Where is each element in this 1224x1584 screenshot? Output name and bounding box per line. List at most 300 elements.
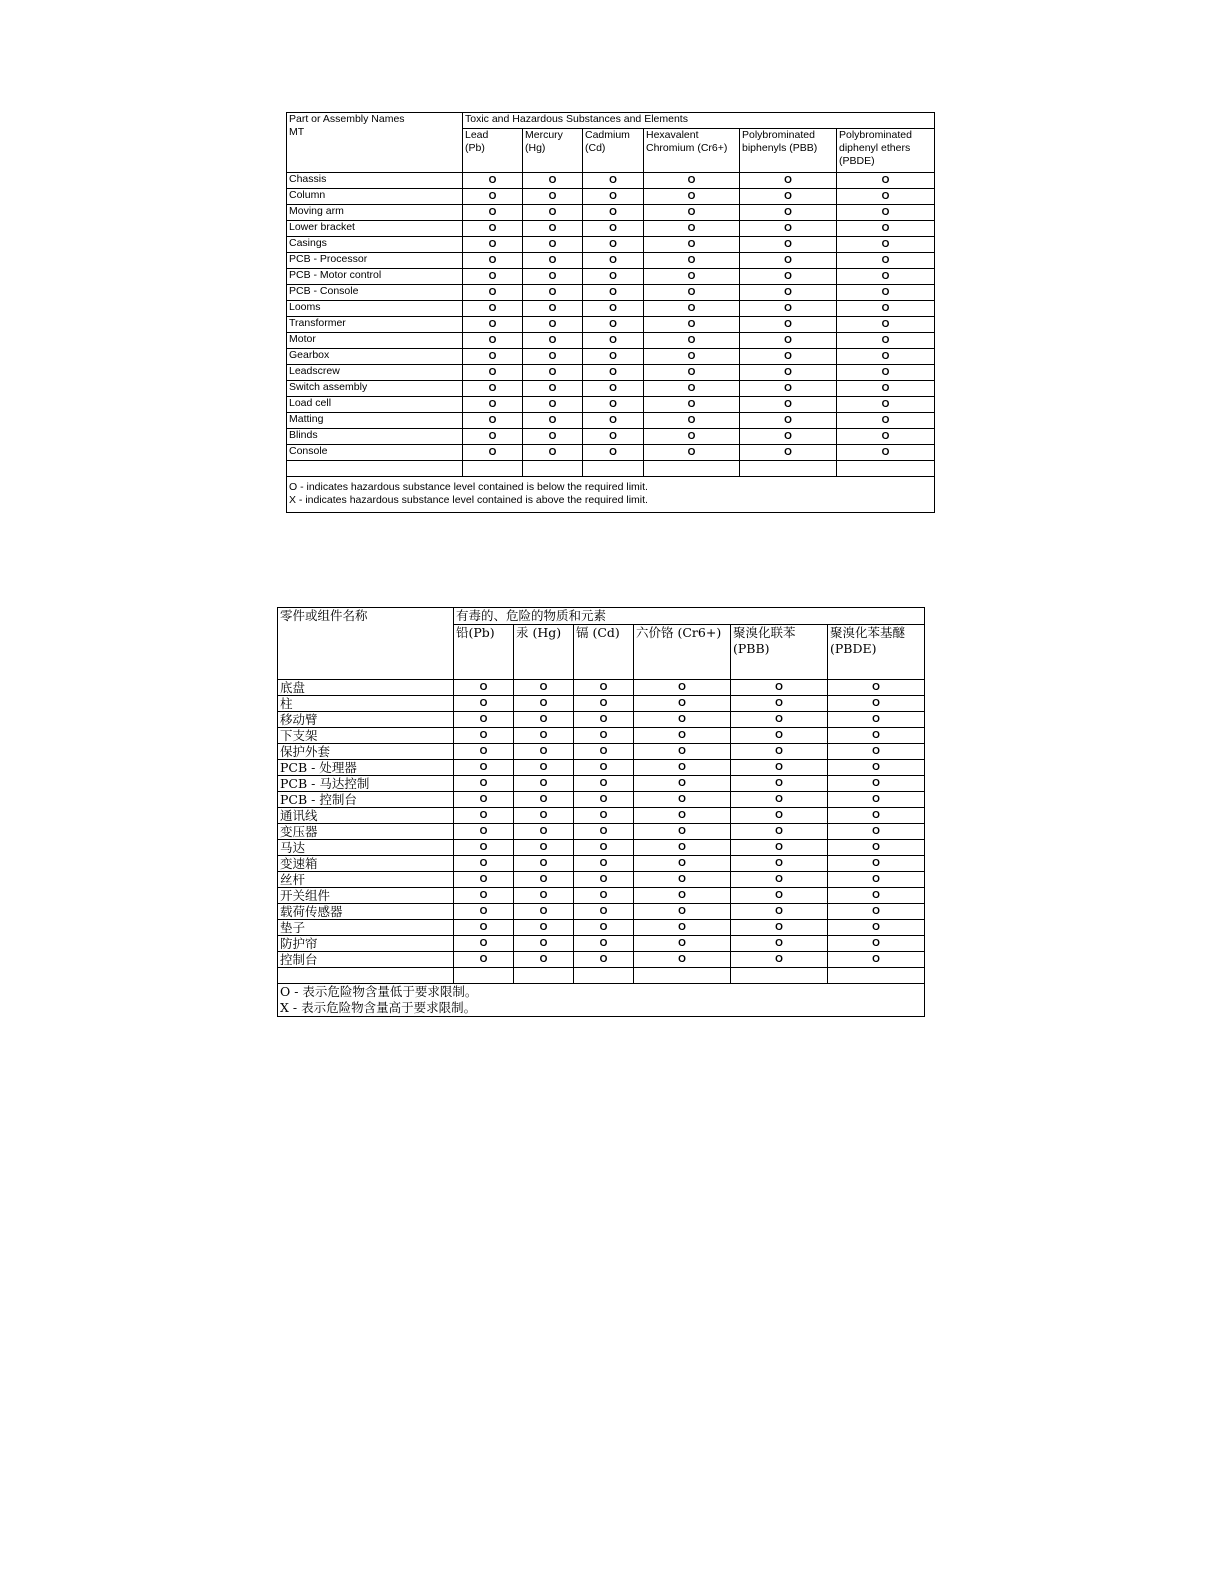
substance-mark-cell: O [828, 856, 925, 872]
substance-mark-cell: O [514, 744, 574, 760]
substance-mark-cell: O [523, 253, 583, 269]
substance-mark-cell: O [574, 824, 634, 840]
substance-mark-cell: O [828, 936, 925, 952]
substance-mark-cell: O [454, 904, 514, 920]
substance-mark-cell: O [454, 792, 514, 808]
substance-mark-cell: O [523, 445, 583, 461]
substance-mark-cell: O [514, 840, 574, 856]
substance-mark-cell: O [454, 952, 514, 968]
substance-mark-cell: O [828, 920, 925, 936]
part-name-cell: PCB - Console [287, 285, 463, 301]
substance-mark-cell: O [828, 888, 925, 904]
substance-mark-cell: O [583, 189, 644, 205]
part-name-cell: 下支架 [278, 728, 454, 744]
substance-mark-cell: O [644, 381, 740, 397]
table-row [287, 253, 935, 269]
substance-mark-cell: O [523, 285, 583, 301]
substance-mark-cell: O [583, 381, 644, 397]
substance-mark-cell: O [731, 696, 828, 712]
part-name-cell: Gearbox [287, 349, 463, 365]
substance-mark-cell: O [463, 269, 523, 285]
substance-mark-cell: O [731, 920, 828, 936]
substance-mark-cell: O [634, 840, 731, 856]
substance-mark-cell: O [740, 205, 837, 221]
substance-mark-cell: O [837, 349, 935, 365]
substance-mark-cell: O [634, 824, 731, 840]
table-row [278, 824, 925, 840]
blank-cell [514, 968, 574, 984]
substance-mark-cell: O [828, 824, 925, 840]
substance-mark-cell: O [574, 904, 634, 920]
substance-mark-cell: O [574, 728, 634, 744]
substance-mark-cell: O [828, 840, 925, 856]
substance-mark-cell: O [583, 221, 644, 237]
substance-mark-cell: O [583, 253, 644, 269]
substance-mark-cell: O [828, 872, 925, 888]
substance-header-line: 铅(Pb) [456, 625, 495, 640]
substance-mark-cell: O [740, 301, 837, 317]
substance-header-line: (PBB) [733, 641, 770, 656]
blank-cell [731, 968, 828, 984]
substance-header [644, 129, 740, 173]
table-row [287, 189, 935, 205]
blank-cell [463, 461, 523, 477]
substance-mark-cell: O [514, 712, 574, 728]
substance-mark-cell: O [828, 728, 925, 744]
substance-mark-cell: O [574, 808, 634, 824]
substance-mark-cell: O [523, 189, 583, 205]
substance-mark-cell: O [523, 381, 583, 397]
substance-mark-cell: O [644, 285, 740, 301]
table-row [287, 173, 935, 189]
substance-header [454, 625, 514, 680]
substance-mark-cell: O [828, 712, 925, 728]
substance-header [731, 625, 828, 680]
substance-mark-cell: O [514, 888, 574, 904]
substance-header-line: (PBDE) [830, 641, 877, 656]
part-name-cell: PCB - Motor control [287, 269, 463, 285]
table-row [287, 381, 935, 397]
substance-mark-cell: O [644, 269, 740, 285]
substance-mark-cell: O [634, 728, 731, 744]
substance-mark-cell: O [514, 696, 574, 712]
part-name-cell: Matting [287, 413, 463, 429]
substance-mark-cell: O [514, 824, 574, 840]
substance-mark-cell: O [731, 680, 828, 696]
substance-header-line: diphenyl ethers [839, 142, 911, 154]
substance-header-line: Hexavalent [646, 129, 699, 141]
substance-mark-cell: O [731, 952, 828, 968]
substance-mark-cell: O [574, 952, 634, 968]
header-row [278, 608, 925, 625]
substance-header [463, 129, 523, 173]
substance-mark-cell: O [837, 285, 935, 301]
table-row [287, 301, 935, 317]
substance-header-line: Polybrominated [839, 129, 912, 141]
substance-mark-cell: O [514, 760, 574, 776]
substance-mark-cell: O [740, 253, 837, 269]
blank-cell [837, 461, 935, 477]
substance-mark-cell: O [740, 189, 837, 205]
substance-mark-cell: O [837, 413, 935, 429]
substance-mark-cell: O [644, 173, 740, 189]
substance-mark-cell: O [514, 872, 574, 888]
part-name-cell: Moving arm [287, 205, 463, 221]
substance-mark-cell: O [523, 269, 583, 285]
substance-mark-cell: O [740, 285, 837, 301]
substance-mark-cell: O [644, 413, 740, 429]
substance-mark-cell: O [454, 824, 514, 840]
substance-header-line: (Cd) [585, 142, 606, 154]
substance-mark-cell: O [634, 712, 731, 728]
table-row [278, 856, 925, 872]
substance-mark-cell: O [454, 744, 514, 760]
substance-mark-cell: O [463, 381, 523, 397]
substance-mark-cell: O [644, 221, 740, 237]
part-name-cell: 开关组件 [278, 888, 454, 904]
substance-mark-cell: O [454, 920, 514, 936]
table-row [278, 728, 925, 744]
substance-header-line: (PBDE) [839, 155, 875, 167]
substance-mark-cell: O [837, 333, 935, 349]
substance-mark-cell: O [837, 397, 935, 413]
blank-cell [634, 968, 731, 984]
part-name-cell: Transformer [287, 317, 463, 333]
substance-mark-cell: O [463, 413, 523, 429]
substance-mark-cell: O [837, 205, 935, 221]
table-row [278, 952, 925, 968]
substance-mark-cell: O [454, 856, 514, 872]
substance-mark-cell: O [731, 728, 828, 744]
blank-cell [828, 968, 925, 984]
substance-mark-cell: O [634, 888, 731, 904]
part-name-cell: 垫子 [278, 920, 454, 936]
substance-mark-cell: O [574, 696, 634, 712]
table-row [278, 696, 925, 712]
substance-mark-cell: O [828, 808, 925, 824]
substance-header [740, 129, 837, 173]
substance-mark-cell: O [583, 445, 644, 461]
substance-mark-cell: O [828, 904, 925, 920]
part-name-header: Part or Assembly Names MT [287, 113, 463, 173]
table-row [278, 680, 925, 696]
substance-mark-cell: O [463, 317, 523, 333]
substance-mark-cell: O [514, 856, 574, 872]
substance-mark-cell: O [583, 301, 644, 317]
substance-mark-cell: O [583, 397, 644, 413]
substance-mark-cell: O [454, 872, 514, 888]
substance-header-line: (Pb) [465, 142, 485, 154]
substance-mark-cell: O [463, 189, 523, 205]
substance-mark-cell: O [574, 920, 634, 936]
substance-header-line: 聚溴化联苯 [733, 625, 796, 640]
substance-mark-cell: O [731, 792, 828, 808]
table-row [278, 712, 925, 728]
substance-mark-cell: O [454, 840, 514, 856]
table-row [278, 792, 925, 808]
substance-header [574, 625, 634, 680]
substance-mark-cell: O [644, 205, 740, 221]
substance-header [523, 129, 583, 173]
substance-mark-cell: O [740, 269, 837, 285]
table-row [278, 744, 925, 760]
substance-mark-cell: O [583, 317, 644, 333]
substance-mark-cell: O [837, 269, 935, 285]
part-name-cell: Blinds [287, 429, 463, 445]
substance-mark-cell: O [574, 872, 634, 888]
substance-mark-cell: O [463, 285, 523, 301]
table-row [278, 920, 925, 936]
substance-mark-cell: O [463, 205, 523, 221]
substance-header-line: Polybrominated [742, 129, 815, 141]
table-row [287, 413, 935, 429]
substance-mark-cell: O [454, 936, 514, 952]
substance-header [837, 129, 935, 173]
blank-cell [454, 968, 514, 984]
substance-mark-cell: O [731, 824, 828, 840]
substance-header-line: (Hg) [525, 142, 546, 154]
substance-mark-cell: O [523, 429, 583, 445]
substance-mark-cell: O [644, 365, 740, 381]
blank-cell [287, 461, 463, 477]
substance-mark-cell: O [514, 792, 574, 808]
table-row [287, 237, 935, 253]
substance-mark-cell: O [740, 237, 837, 253]
substance-mark-cell: O [740, 381, 837, 397]
substance-mark-cell: O [828, 792, 925, 808]
part-name-cell: 防护帘 [278, 936, 454, 952]
blank-row [278, 968, 925, 984]
part-name-cell: Casings [287, 237, 463, 253]
part-name-cell: PCB - Processor [287, 253, 463, 269]
part-name-cell: Column [287, 189, 463, 205]
substance-mark-cell: O [644, 333, 740, 349]
substance-mark-cell: O [644, 397, 740, 413]
blank-row [287, 461, 935, 477]
substance-mark-cell: O [828, 744, 925, 760]
substance-mark-cell: O [731, 712, 828, 728]
substance-mark-cell: O [454, 808, 514, 824]
substance-mark-cell: O [828, 696, 925, 712]
substance-mark-cell: O [523, 237, 583, 253]
substance-mark-cell: O [634, 920, 731, 936]
substance-mark-cell: O [634, 936, 731, 952]
part-name-cell: Chassis [287, 173, 463, 189]
blank-cell [278, 968, 454, 984]
substance-mark-cell: O [731, 872, 828, 888]
substance-mark-cell: O [574, 760, 634, 776]
substance-mark-cell: O [731, 744, 828, 760]
substance-mark-cell: O [463, 173, 523, 189]
substance-mark-cell: O [731, 904, 828, 920]
substance-mark-cell: O [731, 808, 828, 824]
part-name-cell: 丝杆 [278, 872, 454, 888]
table-row [287, 445, 935, 461]
substance-mark-cell: O [523, 301, 583, 317]
substance-mark-cell: O [740, 173, 837, 189]
substance-mark-cell: O [644, 349, 740, 365]
substance-header-line: Lead [465, 129, 489, 141]
substance-mark-cell: O [454, 680, 514, 696]
substance-mark-cell: O [644, 301, 740, 317]
part-name-cell: 保护外套 [278, 744, 454, 760]
substance-mark-cell: O [523, 221, 583, 237]
legend-note: O - 表示危险物含量低于要求限制。 [280, 984, 478, 999]
legend-note: X - 表示危险物含量高于要求限制。 [280, 1000, 477, 1015]
substance-mark-cell: O [583, 413, 644, 429]
substance-mark-cell: O [731, 936, 828, 952]
substance-mark-cell: O [740, 413, 837, 429]
substance-mark-cell: O [634, 696, 731, 712]
legend-note: X - indicates hazardous substance level contained is above the required limit. [289, 494, 648, 506]
substance-mark-cell: O [514, 728, 574, 744]
substance-mark-cell: O [463, 445, 523, 461]
substance-mark-cell: O [837, 173, 935, 189]
substance-header [634, 625, 731, 680]
table-row [278, 872, 925, 888]
substance-mark-cell: O [740, 365, 837, 381]
substance-mark-cell: O [837, 381, 935, 397]
part-name-cell: 移动臂 [278, 712, 454, 728]
table-row [287, 397, 935, 413]
substance-mark-cell: O [523, 205, 583, 221]
substance-mark-cell: O [731, 888, 828, 904]
part-name-cell: Load cell [287, 397, 463, 413]
substance-mark-cell: O [634, 760, 731, 776]
substance-mark-cell: O [523, 349, 583, 365]
substance-mark-cell: O [523, 365, 583, 381]
table-row [287, 317, 935, 333]
substance-mark-cell: O [731, 840, 828, 856]
substance-mark-cell: O [463, 221, 523, 237]
table-row [278, 936, 925, 952]
substance-mark-cell: O [837, 365, 935, 381]
part-name-cell: 马达 [278, 840, 454, 856]
substance-mark-cell: O [463, 365, 523, 381]
substance-mark-cell: O [740, 349, 837, 365]
table-row [287, 333, 935, 349]
table-row [278, 760, 925, 776]
substance-mark-cell: O [644, 189, 740, 205]
substance-mark-cell: O [740, 333, 837, 349]
substance-mark-cell: O [731, 760, 828, 776]
substance-mark-cell: O [837, 189, 935, 205]
table-row [287, 365, 935, 381]
substance-mark-cell: O [523, 173, 583, 189]
table-row [287, 349, 935, 365]
substance-mark-cell: O [574, 712, 634, 728]
table-row [287, 205, 935, 221]
substances-group-header: Toxic and Hazardous Substances and Elements [463, 113, 935, 129]
table-row [278, 776, 925, 792]
substances-group-header: 有毒的、危险的物质和元素 [454, 608, 925, 625]
substance-mark-cell: O [463, 349, 523, 365]
part-name-cell: Motor [287, 333, 463, 349]
blank-cell [574, 968, 634, 984]
blank-cell [523, 461, 583, 477]
table-row [278, 840, 925, 856]
part-name-cell: Console [287, 445, 463, 461]
substance-mark-cell: O [463, 237, 523, 253]
substance-header-line: 汞 (Hg) [516, 625, 562, 640]
substance-header-line: Mercury [525, 129, 563, 141]
substance-mark-cell: O [740, 317, 837, 333]
substance-mark-cell: O [644, 317, 740, 333]
substance-header-line: 六价铬 (Cr6+) [636, 625, 722, 640]
substance-mark-cell: O [583, 349, 644, 365]
header-row [287, 113, 935, 129]
part-name-cell: 通讯线 [278, 808, 454, 824]
substance-mark-cell: O [523, 317, 583, 333]
legend-note: O - indicates hazardous substance level contained is below the required limit. [289, 481, 648, 493]
part-name-cell: Leadscrew [287, 365, 463, 381]
substance-mark-cell: O [644, 237, 740, 253]
substance-mark-cell: O [837, 317, 935, 333]
substance-mark-cell: O [837, 253, 935, 269]
substance-mark-cell: O [634, 744, 731, 760]
hazardous-substances-table-zh [277, 607, 925, 1017]
substance-mark-cell: O [634, 872, 731, 888]
blank-cell [644, 461, 740, 477]
substance-header-line: Chromium (Cr6+) [646, 142, 728, 154]
substance-mark-cell: O [634, 792, 731, 808]
substance-mark-cell: O [454, 888, 514, 904]
hazardous-substances-table-en [286, 112, 935, 513]
substance-mark-cell: O [583, 205, 644, 221]
substance-header [828, 625, 925, 680]
substance-mark-cell: O [828, 776, 925, 792]
substance-mark-cell: O [740, 445, 837, 461]
substance-mark-cell: O [583, 285, 644, 301]
substance-mark-cell: O [463, 253, 523, 269]
substance-mark-cell: O [523, 397, 583, 413]
substance-mark-cell: O [837, 237, 935, 253]
substance-mark-cell: O [523, 333, 583, 349]
part-name-header: 零件或组件名称 [278, 608, 454, 680]
blank-cell [740, 461, 837, 477]
substance-mark-cell: O [523, 413, 583, 429]
substance-mark-cell: O [644, 253, 740, 269]
substance-mark-cell: O [514, 776, 574, 792]
substance-mark-cell: O [634, 904, 731, 920]
substance-mark-cell: O [574, 776, 634, 792]
substance-mark-cell: O [574, 680, 634, 696]
substance-mark-cell: O [574, 936, 634, 952]
substance-header-line: biphenyls (PBB) [742, 142, 818, 154]
part-name-cell: PCB - 处理器 [278, 760, 454, 776]
substance-mark-cell: O [634, 952, 731, 968]
substance-mark-cell: O [574, 856, 634, 872]
substance-header-line: Cadmium [585, 129, 630, 141]
substance-mark-cell: O [837, 301, 935, 317]
substance-mark-cell: O [463, 301, 523, 317]
substance-mark-cell: O [583, 237, 644, 253]
substance-mark-cell: O [634, 808, 731, 824]
table-row [287, 221, 935, 237]
substance-mark-cell: O [574, 792, 634, 808]
substance-mark-cell: O [454, 696, 514, 712]
part-name-cell: 柱 [278, 696, 454, 712]
part-name-cell: 底盘 [278, 680, 454, 696]
blank-cell [583, 461, 644, 477]
substance-mark-cell: O [644, 445, 740, 461]
substance-header-line: 聚溴化苯基醚 [830, 625, 906, 640]
table-row [287, 429, 935, 445]
legend-cell [278, 984, 925, 1017]
table-row [287, 285, 935, 301]
substance-mark-cell: O [454, 760, 514, 776]
substance-mark-cell: O [583, 269, 644, 285]
